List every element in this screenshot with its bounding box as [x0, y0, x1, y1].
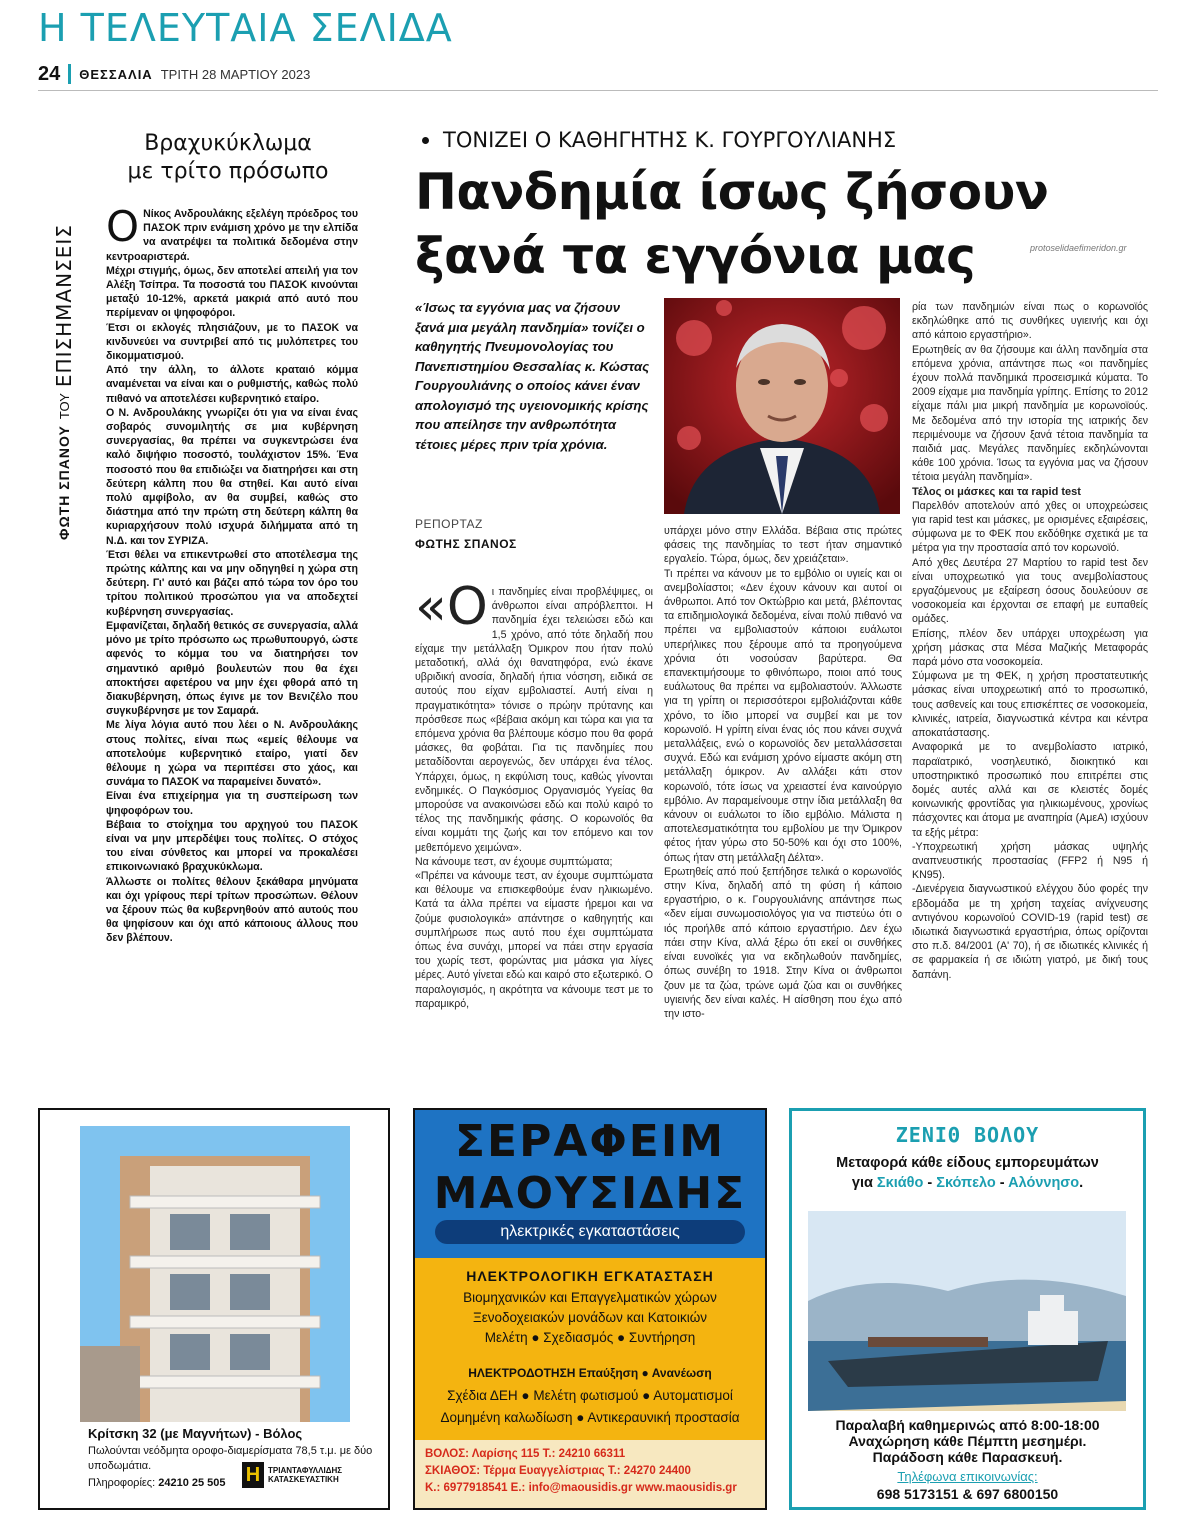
phone-numbers[interactable]: 698 5173151 & 697 6800150 [876, 1486, 1059, 1502]
article-paragraph: υπάρχει μόνο στην Ελλάδα. Βέβαια στις πρώτες φάσεις της πανδημίας το τεστ ήταν σημαντικό εργαλείο. Τώρα, όμως, δεν χρειάζεται». [664, 525, 902, 566]
article-paragraph: Από χθες Δευτέρα 27 Μαρτίου το rapid test δεν είναι υποχρεωτικό για τους ανεμβολίαστους εργαζόμενους με εξαίρεση όσους δουλεύουν σε νοσοκομεία και έρχονται σε επαφή με ευπαθείς ομάδες. [912, 556, 1148, 626]
headline-line1: Πανδημία ίσως ζήσουν [415, 163, 1049, 221]
column-vertical-label [52, 224, 92, 540]
logo-name: ΤΡΙΑΝΤΑΦΥΛΛΙΔΗΣ [268, 1466, 343, 1475]
ship-illustration [808, 1211, 1126, 1411]
column-paragraph: Είναι ένα επιχείρημα για τη συσπείρωση των ψηφοφόρων του. [106, 790, 358, 817]
column-body [106, 202, 358, 946]
ship-photo [808, 1211, 1126, 1411]
contact-mobile-web[interactable]: Κ.: 6977918541 Ε.: info@maousidis.gr www.maousidis.gr [425, 1482, 737, 1494]
article-kicker [422, 128, 896, 152]
header-rule [38, 90, 1158, 91]
article-paragraph: Να κάνουμε τεστ, αν έχουμε συμπτώματα; [415, 855, 613, 868]
article-paragraph: Τι πρέπει να κάνουν με το εμβόλιο οι υγιείς και οι ανεμβολίαστοι; «Δεν έχουν κάνουν και αυτοί οι άνθρωποι. Από τον Οκτώβριο και μετά, βλέποντας τα επιδημιολογικά δεδομένα, είναι πολύ πιθανό να πρέπει να εμβολιαστούν κάποιοι ευάλωτοι υπερήλικες που ξέρουμε από τα προηγούμενα χρόνια ότι νοσούσαν βαρύτερα. Θα επανεκτιμήσουμε το φθινόπωρο, ποιοι από τους ευάλωτους θα πρέπει να εμβολιαστούν. Άλλωστε για τη γρίπη οι περισσότεροι εμβολιάζονται κάθε χρόνο, το ίδιο μπορεί να συμβεί και με τον κορωνοϊό. Η γρίπη είναι ένας ιός που κάνει συχνά μεταλλάξεις, ενώ ο κορωνοϊός δεν μεταλλάσσεται συχνά. Εδώ και ενάμιση χρόνο είμαστε ακόμη στη μετάλλαξη όμικρον. Αν αλλάξει κάτι στον κορωνοϊό, τότε ίσως να χρειαστεί ένα καινούργιο εμβόλιο. Αν παραμείνουμε στην ίδια μετάλλαξη θα κάνουν οι ευάλωτοι το ίδιο εμβόλιο. Μάλιστα η αποτελεσματικότητα του εμβολίου με την Όμικρον φέτος ήταν γύρω στο 50-50% και όχι στο 100%, όπως ήταν στη μετάλλαξη Δέλτα». [664, 567, 902, 864]
dest-alonnisos: Αλόννησο [1008, 1175, 1080, 1191]
article-paragraph: «Πρέπει να κάνουμε τεστ, αν έχουμε συμπτώματα και θέλουμε να επισκεφθούμε έναν ηλικιωμένο. Κατά τα άλλα πρέπει να είμαστε ήρεμοι και να ζούμε φυσιολογικά» απάντησε ο καθηγητής και συμπλήρωσε πως αυτό που έχει συμπτώματα όπως ένα συνάχι, μπορεί να πάει στην εργασία του χωρίς τεστ, φορώντας μια μάσκα για λίγες μέρες. Αυτό γίνεται εδώ και καιρό στο εξωτερικό. Ο παραλογισμός, η ακρότητα να κάνουμε τεστ με το παραμικρό, [415, 870, 653, 1010]
zenith-ad[interactable] [789, 1108, 1146, 1510]
triantafyllidis-logo [242, 1462, 342, 1488]
realestate-description: Πωλούνται νεόδμητα οροφο-διαμερίσματα 78,5 τ.μ. με δύο υποδωμάτια. [88, 1445, 373, 1472]
column-paragraph: Έτσι οι εκλογές πλησιάζουν, με το ΠΑΣΟΚ να κινδυνεύει να συντριβεί από τις μυλόπετρες του δικομματισμού. [106, 321, 358, 363]
article-subhead: Τέλος οι μάσκες και τα rapid test [912, 485, 1081, 498]
contact-skiathos[interactable]: ΣΚΙΑΘΟΣ: Τέρμα Ευαγγελίστριας Τ.: 24270 24400 [425, 1465, 691, 1477]
article-column-2 [664, 524, 902, 1021]
column-paragraph: Βέβαια το στοίχημα του αρχηγού του ΠΑΣΟΚ είναι να μην μπερδέψει τους πολίτες. Ο στόχος του είναι σύνθετος και μπορεί να προκαλέσει επικοινωνιακό βραχυκύκλωμα. [106, 818, 358, 874]
service-line: Δομημένη καλωδίωση ● Αντικεραυνική προστασία [440, 1410, 740, 1425]
article-paragraph: Σύμφωνα με τη ΦΕΚ, η χρήση προστατευτικής μάσκας είναι υποχρεωτική από το προσωπικό, τους ασθενείς και τους επισκέπτες σε νοσοκομεία, κλινικές, ιατρεία, διαγνωστικά κέντρα και κέντρα αποκατάστασης. [912, 670, 1148, 740]
column-paragraph: Νίκος Ανδρουλάκης εξελέγη πρόεδρος του ΠΑΣΟΚ πριν ενάμιση χρόνο με την ελπίδα να ανατρέψει τα πολιτικά δεδομένα στην κεντροαριστερά. [106, 208, 358, 263]
logo-text [268, 1466, 342, 1484]
phones-label: Τηλέφωνα επικοινωνίας: [897, 1469, 1038, 1484]
realestate-info [88, 1477, 226, 1489]
professor-photo [664, 298, 900, 514]
paper-name: ΘΕΣΣΑΛΙΑ [79, 66, 153, 82]
realestate-ad[interactable] [38, 1108, 390, 1510]
logo-sub: ΚΑΤΑΣΚΕΥΑΣΤΙΚΗ [268, 1475, 339, 1484]
source-credit: protoselidaefimeridon.gr [1030, 243, 1127, 253]
services-heading2: ΗΛΕΚΤΡΟΔΟΤΗΣΗ Επαύξηση ● Ανανέωση [468, 1366, 712, 1380]
service-line: Σχέδια ΔΕΗ ● Μελέτη φωτισμού ● Αυτοματισμοί [447, 1388, 733, 1403]
folio-divider [68, 64, 71, 84]
delivery-day: Παράδοση κάθε Παρασκευή. [872, 1449, 1063, 1465]
report-label: ΡΕΠΟΡΤΑΖ [415, 517, 483, 531]
column-paragraph: Εμφανίζεται, δηλαδή θετικός σε συνεργασία, αλλά μόνο με τρίτο πρόσωπο ως πρωθυπουργό, ώστε αφενός το κόμμα του να διατηρήσει τον σημαντικό αριθμό βουλευτών που θα έχει αποκτήσει αφετέρου να μην έχει φθορά από τη διακυβέρνηση, όπως έγινε με τον Βενιζέλο που συγκυβέρνησε με τον Σαμαρά. [106, 619, 358, 718]
article-paragraph: Παρελθόν αποτελούν από χθες οι υποχρεώσεις για rapid test και μάσκες, με ορισμένες εξαιρέσεις, σύμφωνα με το ΦΕΚ που εκδόθηκε σχετικά με τα μέτρα για την προστασία από τον κορωνοϊό. [912, 499, 1148, 555]
section-title: Η ΤΕΛΕΥΤΑΙΑ ΣΕΛΙΔΑ [38, 6, 453, 50]
column-author: ΦΩΤΗ ΣΠΑΝΟΥ [56, 425, 72, 540]
service-line: Βιομηχανικών και Επαγγελματικών χώρων [463, 1290, 717, 1305]
services-block [415, 1258, 765, 1440]
column-paragraph: Ο Ν. Ανδρουλάκης γνωρίζει ότι για να είναι ένας σοβαρός συνομιλητής σε μια κυβέρνηση συνεργασίας, θα πρέπει να συγκεντρώσει ένα καλό διψήφιο ποσοστό, τουλάχιστον 15%. Ένα ποσοστό που θα επιδιώξει να διατηρήσει και στη δεύτερη κάλπη που θα στηθεί. Και αυτό είναι πολύ αμφίβολο, αν θα συμβεί, καθώς στο διάστημα από την πρώτη στη δεύτερη κάλπη θα κυριαρχήσουν πολύ ισχυρά διλήμματα από τη Ν.Δ. και τον ΣΥΡΙΖΑ. [106, 406, 358, 547]
zenith-destinations: για Σκιάθο - Σκόπελο - Αλόννησο. [851, 1175, 1084, 1191]
quote-dropcap: «Ο [415, 577, 488, 637]
maousidis-brand-block [415, 1110, 765, 1258]
realestate-phone[interactable]: 24210 25 505 [158, 1477, 226, 1489]
logo-mark: Η [242, 1462, 264, 1488]
brand-line1: ΣΕΡΑΦΕΙΜ [454, 1116, 726, 1167]
column-paragraph: Άλλωστε οι πολίτες θέλουν ξεκάθαρα μηνύματα και όχι γρίφους περί τρίτων προσώπων. Θέλουν να ξέρουν πώς θα κυβερνηθούν από αυτούς που θα ψηφίσουν και όχι από κάποιους άλλους που δεν βλέπουν. [106, 875, 358, 945]
dest-prefix: για [851, 1175, 873, 1191]
realestate-address: Κρίτσκη 32 (με Μαγνήτων) - Βόλος [88, 1426, 303, 1441]
article-paragraph: -Διενέργεια διαγνωστικού ελέγχου δύο φορές την εβδομάδα με τη χρήση ταχείας ανίχνευσης αντιγόνου κορωνοϊού COVID-19 (rapid test) σε ιδιωτικά διαγνωστικά εργαστήρια, όπως ορίζονται στο π.δ. 84/2001 (Α' 70), ή σε ιδιωτικές κλινικές ή σε φαρμακεία ή σε ιδιώτη γιατρό, με δική τους δαπάνη. [912, 883, 1148, 981]
info-label: Πληροφορίες: [88, 1477, 156, 1489]
bullet-icon [422, 137, 429, 144]
headline-line2: ξανά τα εγγόνια μας [415, 227, 976, 285]
column-title-line1: Βραχυκύκλωμα [144, 131, 312, 156]
service-line: Ξενοδοχειακών μονάδων και Κατοικιών [472, 1310, 708, 1325]
article-paragraph: Αναφορικά με το ανεμβολίαστο ιατρικό, παραϊατρικό, νοσηλευτικό, διοικητικό και υποστηρικτικό προσωπικό που επιτρέπει στις δομές αυτές αλλά και σε κλειστές δομές κοινωνικής φροντίδας για ηλικιωμένους, χρονίως πάσχοντες και άτομα με αναπηρία (ΑμεΑ) ισχύουν τα εξής μέτρα: [912, 741, 1148, 839]
page-number: 24 [38, 62, 61, 85]
brand-line2: ΜΑΟΥΣΙΔΗΣ [433, 1168, 747, 1219]
dest-skopelos: Σκόπελο [936, 1175, 996, 1191]
article-lead: «Ίσως τα εγγόνια μας να ζήσουν ξανά μια μεγάλη πανδημία» τονίζει ο καθηγητής Πνευμονολογίας του Πανεπιστημίου Θεσσαλίας κ. Κώστας Γουργουλιάνης ο οποίος κάνει έναν απολογισμό της υγειονομικής κρίσης που απείλησε την ανθρωπότητα τέτοιες μέρες πριν τρία χρόνια. [415, 300, 650, 452]
column-paragraph: Από την άλλη, το άλλοτε κραταιό κόμμα αναμένεται να είναι και ο ρυθμιστής, καθώς πολύ πιθανό να αποτελέσει κυβερνητικό εταίρο. [106, 364, 358, 405]
column-tou: ΤΟΥ [56, 393, 72, 420]
article-paragraph: Επίσης, πλέον δεν υπάρχει υποχρέωση για χρήση μάσκας στα Μέσα Μαζικής Μεταφοράς παρά μόνο στα νοσοκομεία. [912, 627, 1148, 669]
article-paragraph: ι πανδημίες είναι προβλέψιμες, οι άνθρωποι είναι απρόβλεπτοι. Η πανδημία έχει τελειώσει εδώ και 1,5 χρόνο, από τότε δηλαδή που είχαμε την μετάλλαξη Όμικρον που ήταν πολύ μεταδοτική, αλλά όχι θανατηφόρα, ενώ έκανε υβριδική ανοσία, δηλαδή ήπια νόσηση, ειδικά σε αυτούς που είχαν εμβολιαστεί. Αυτή είναι η πραγματικότητα» τόνισε ο πρώην πρύτανης και πρόσθεσε πως «βέβαια ακόμη και τώρα και για τα επόμενα χρόνια θα βλέπουμε κόσμο που θα φορά μάσκες, θα φοβάται. Για τις πανδημίες που μεταδίδονται αερογενώς, δεν υπάρχει ένα τέλος. Υπάρχει, όμως, η εκφύλιση τους, καθώς γίνονται ενδημικές. Ο Παγκόσμιος Οργανισμός Υγείας θα μπορούσε να ανακοινώσει εδώ και πολύ καιρό το τέλος της πανδημικής φάσης. Ο κορωνοϊός θα είναι κομμάτι της ζωής και τον επόμενο και τον μεθεπόμενο χειμώνα». [415, 586, 653, 854]
column-paragraph: Έτσι θέλει να επικεντρωθεί στο αποτέλεσμα της πρώτης κάλπης και να μην οδηγηθεί η χώρα στη δεύτερη. Γι' αυτό και βάζει από τώρα τον όρο του τρίτου πολιτικού προσώπου για να αποδεχτεί κυβέρνηση συνεργασίας. [106, 548, 358, 618]
article-paragraph: Ερωτηθείς από πού ξεπήδησε τελικά ο κορωνοϊός στην Κίνα, δηλαδή από τη φύση ή κάποιο εργαστήριο, ο κ. Γουργουλιάνης απάντησε πως «δεν είμαι συνωμοσιολόγος για να πιστεύω ότι ο ιός προήλθε από κάποιο εργαστήριο. Δεν έχω πάει στην Κίνα, αλλά ξέρω ότι εκεί οι συνθήκες είναι ευνοϊκές για να εκδηλωθούν πανδημίες, όπως συνέβη το 1918. Στην Κίνα οι άνθρωποι ζουν με τα ζώα, τρώνε ωμά ζώα και οι συνθήκες υγιεινής δεν είναι καλές. Η αίσθηση που έχω από την ιστο- [664, 865, 902, 1020]
article-paragraph: -Υποχρεωτική χρήση μάσκας υψηλής αναπνευστικής προστασίας (FFP2 ή N95 ή KN95). [912, 840, 1148, 882]
dest-skiathos: Σκιάθο [876, 1175, 924, 1191]
service-line: Μελέτη ● Σχεδιασμός ● Συντήρηση [484, 1330, 696, 1345]
pickup-hours: Παραλαβή καθημερινώς από 8:00-18:00 [835, 1417, 1100, 1433]
services-heading: ΗΛΕΚΤΡΟΛΟΓΙΚΗ ΕΓΚΑΤΑΣΤΑΣΗ [466, 1268, 714, 1284]
article-column-3 [912, 300, 1148, 982]
article-headline [415, 160, 1055, 288]
contact-volos[interactable]: ΒΟΛΟΣ: Λαρίσης 115 Τ.: 24210 66311 [425, 1448, 626, 1460]
column-name: ΕΠΙΣΗΜΑΝΣΕΙΣ [52, 224, 76, 388]
brand-slogan: ηλεκτρικές εγκαταστάσεις [435, 1220, 745, 1244]
kicker-text: ΤΟΝΙΖΕΙ Ο ΚΑΘΗΓΗΤΗΣ Κ. ΓΟΥΡΓΟΥΛΙΑΝΗΣ [443, 128, 897, 152]
maousidis-contacts [415, 1440, 765, 1508]
portrait-illustration [664, 298, 900, 514]
article-paragraph: Ερωτηθείς αν θα ζήσουμε και άλλη πανδημία στα επόμενα χρόνια, απάντησε πως «οι πανδημίες έχουν πολλά πανδημικά προσεισμικά κύματα. Το 2009 είχαμε μια πανδημία γρίπης. Επίσης το 2012 είχαμε πάλι μια μικρή πανδημία με κορωνοϊούς. Με δεδομένα από την ιστορία της ιατρικής δεν περιμένουμε να ζήσουν ξανά τέτοια πανδημία τα παιδιά μας. Μεγάλες πανδημίες εκδηλώνονται κάθε 100 χρόνια. Ίσως τα εγγόνια μας να ζήσουν τέτοια μεγάλη πανδημία». [912, 343, 1148, 484]
column-paragraph: Με λίγα λόγια αυτό που λέει ο Ν. Ανδρουλάκης στους πολίτες, είναι πως «εμείς θέλουμε να αποτελούμε κυβερνητικό εταίρο, γιατί δεν θέλουμε η χώρα να περιπέσει στο χάος, και συνάμα το ΠΑΣΟΚ να παραμείνει δυνατό». [106, 719, 358, 789]
issue-date: ΤΡΙΤΗ 28 ΜΑΡΤΙΟΥ 2023 [160, 66, 311, 82]
column-title-line2: με τρίτο πρόσωπο [127, 159, 329, 184]
departure-day: Αναχώρηση κάθε Πέμπτη μεσημέρι. [848, 1433, 1087, 1449]
maousidis-ad[interactable] [413, 1108, 767, 1510]
column-paragraph: Μέχρι στιγμής, όμως, δεν αποτελεί απειλή για τον Αλέξη Τσίπρα. Τα ποσοστά του ΠΑΣΟΚ κινούνται μεταξύ 10-12%, αρκετά μακριά από αυτό που περίμεναν οι ψηφοφόροι. [106, 264, 358, 320]
column-dropcap: Ο [106, 202, 140, 251]
building-photo [80, 1126, 350, 1422]
report-author: ΦΩΤΗΣ ΣΠΑΝΟΣ [415, 537, 517, 551]
zenith-tagline: Μεταφορά κάθε είδους εμπορευμάτων [836, 1155, 1099, 1171]
article-paragraph: ρία των πανδημιών είναι πως ο κορωνοϊός εκδηλώθηκε από τις συνθήκες υγιεινής και όχι από κάποιο εργαστήριο». [912, 301, 1148, 342]
building-illustration [80, 1126, 350, 1422]
zenith-title: ΖΕΝΙΘ ΒΟΛΟΥ [895, 1123, 1040, 1147]
article-column-1 [415, 577, 653, 1011]
folio [38, 63, 310, 85]
column-title [108, 130, 348, 186]
